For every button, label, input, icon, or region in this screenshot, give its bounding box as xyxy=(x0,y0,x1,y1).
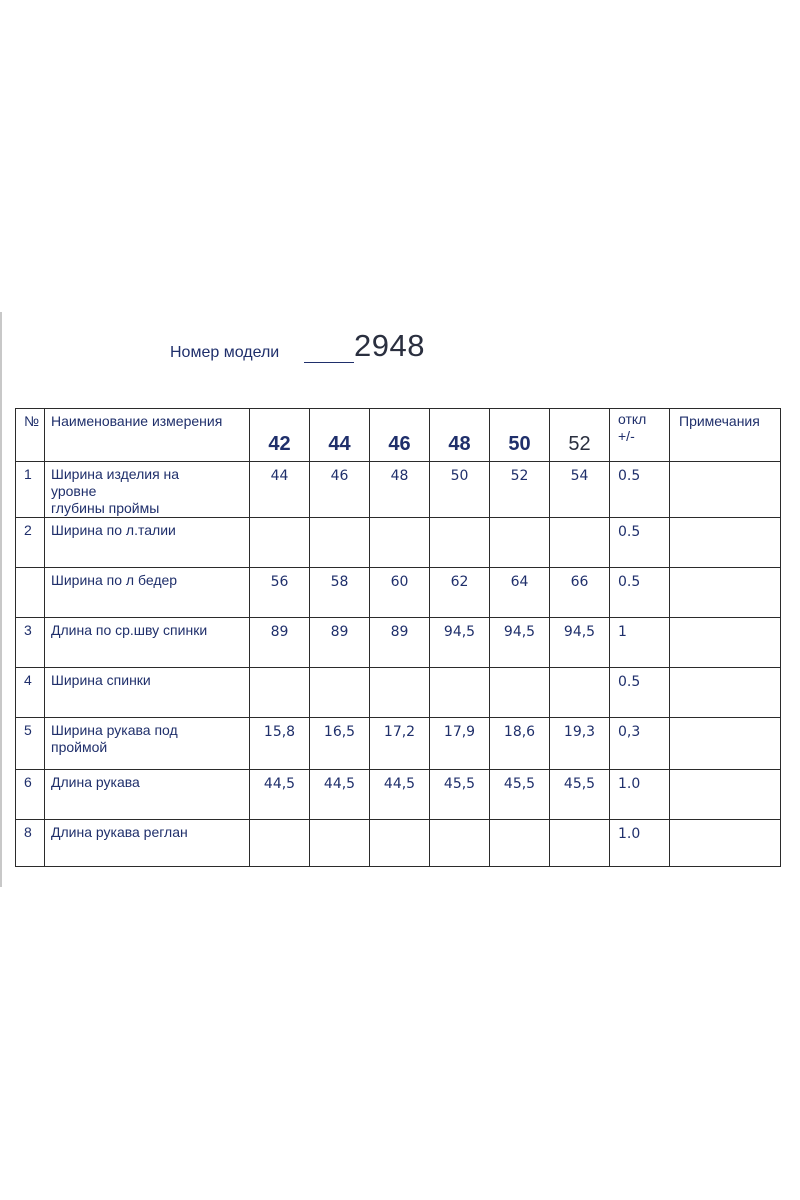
row-value xyxy=(310,820,370,867)
row-tolerance: 0.5 xyxy=(610,668,670,718)
row-value: 94,5 xyxy=(430,618,490,668)
header-size-44 xyxy=(310,409,370,462)
size-label: 48 xyxy=(448,433,471,455)
model-number-label: Номер модели xyxy=(170,344,280,361)
row-tolerance: 1 xyxy=(610,618,670,668)
table-row xyxy=(16,518,781,568)
header-measurement-name: Наименование измерения xyxy=(45,409,250,462)
row-value xyxy=(430,518,490,568)
row-value: 44,5 xyxy=(250,770,310,820)
row-tolerance: 1.0 xyxy=(610,770,670,820)
row-value: 89 xyxy=(370,618,430,668)
row-value: 16,5 xyxy=(310,718,370,770)
size-label: 44 xyxy=(328,433,351,455)
header-size-50 xyxy=(490,409,550,462)
row-number: 8 xyxy=(16,820,45,867)
row-value: 66 xyxy=(550,568,610,618)
row-number: 1 xyxy=(16,462,45,518)
row-value: 94,5 xyxy=(490,618,550,668)
model-number-value: 2948 xyxy=(354,328,425,363)
row-value xyxy=(370,518,430,568)
row-number: 3 xyxy=(16,618,45,668)
row-value xyxy=(430,668,490,718)
row-number: 6 xyxy=(16,770,45,820)
row-number: 5 xyxy=(16,718,45,770)
row-value xyxy=(370,820,430,867)
row-value xyxy=(250,668,310,718)
row-value xyxy=(490,668,550,718)
row-tolerance: 0.5 xyxy=(610,518,670,568)
page-edge-line xyxy=(0,312,2,887)
row-value: 58 xyxy=(310,568,370,618)
header-notes: Примечания xyxy=(670,409,781,462)
row-name xyxy=(45,770,250,820)
size-label: 50 xyxy=(508,433,531,455)
row-value: 44,5 xyxy=(310,770,370,820)
row-value: 44 xyxy=(250,462,310,518)
row-value: 46 xyxy=(310,462,370,518)
row-value: 48 xyxy=(370,462,430,518)
row-value: 17,9 xyxy=(430,718,490,770)
header-tolerance xyxy=(610,409,670,462)
row-notes xyxy=(670,568,781,618)
row-name xyxy=(45,618,250,668)
row-name-line: Длина рукава xyxy=(51,774,140,790)
row-name xyxy=(45,668,250,718)
row-name xyxy=(45,820,250,867)
row-name xyxy=(45,568,250,618)
row-name xyxy=(45,518,250,568)
row-value: 50 xyxy=(430,462,490,518)
row-name xyxy=(45,718,250,770)
row-number: 4 xyxy=(16,668,45,718)
table-row xyxy=(16,568,781,618)
row-value: 94,5 xyxy=(550,618,610,668)
header-size-52 xyxy=(550,409,610,462)
row-tolerance: 1.0 xyxy=(610,820,670,867)
row-name-line: уровне xyxy=(51,483,97,499)
row-value: 44,5 xyxy=(370,770,430,820)
measurement-table xyxy=(15,408,781,867)
row-value xyxy=(430,820,490,867)
row-notes xyxy=(670,462,781,518)
row-value xyxy=(310,518,370,568)
tolerance-sign: +/- xyxy=(618,428,635,444)
row-value xyxy=(490,518,550,568)
header-size-42 xyxy=(250,409,310,462)
row-value: 18,6 xyxy=(490,718,550,770)
size-label: 42 xyxy=(268,433,291,455)
header-number: № xyxy=(16,409,45,462)
header-size-46 xyxy=(370,409,430,462)
row-name-line: проймой xyxy=(51,739,108,755)
row-notes xyxy=(670,668,781,718)
row-value xyxy=(550,518,610,568)
row-value xyxy=(310,668,370,718)
row-name-line: Ширина спинки xyxy=(51,672,151,688)
row-name-line: Ширина изделия на xyxy=(51,466,180,482)
row-notes xyxy=(670,718,781,770)
row-name-line: Длина по ср.шву спинки xyxy=(51,622,208,638)
row-number xyxy=(16,568,45,618)
table-header-row xyxy=(16,409,781,462)
row-notes xyxy=(670,518,781,568)
table-row xyxy=(16,618,781,668)
row-value xyxy=(490,820,550,867)
row-tolerance: 0,3 xyxy=(610,718,670,770)
row-notes xyxy=(670,820,781,867)
row-value xyxy=(550,820,610,867)
row-value: 52 xyxy=(490,462,550,518)
row-value: 64 xyxy=(490,568,550,618)
row-tolerance: 0.5 xyxy=(610,568,670,618)
row-name-line: Ширина рукава под xyxy=(51,722,178,738)
row-value: 45,5 xyxy=(490,770,550,820)
table-row xyxy=(16,718,781,770)
row-value xyxy=(550,668,610,718)
row-value: 62 xyxy=(430,568,490,618)
row-value: 89 xyxy=(310,618,370,668)
table-row xyxy=(16,770,781,820)
row-value: 60 xyxy=(370,568,430,618)
row-value: 15,8 xyxy=(250,718,310,770)
row-value xyxy=(250,820,310,867)
row-value: 45,5 xyxy=(430,770,490,820)
size-label: 46 xyxy=(388,433,411,455)
model-number-underline xyxy=(304,362,354,363)
tolerance-label: откл xyxy=(618,411,647,427)
row-value: 45,5 xyxy=(550,770,610,820)
table-row xyxy=(16,668,781,718)
row-notes xyxy=(670,770,781,820)
row-value: 56 xyxy=(250,568,310,618)
row-name-line: глубины проймы xyxy=(51,500,160,516)
table-row xyxy=(16,462,781,518)
row-value xyxy=(370,668,430,718)
row-value: 17,2 xyxy=(370,718,430,770)
row-name xyxy=(45,462,250,518)
size-label: 52 xyxy=(568,433,591,455)
row-number: 2 xyxy=(16,518,45,568)
header-size-48 xyxy=(430,409,490,462)
row-value xyxy=(250,518,310,568)
row-value: 54 xyxy=(550,462,610,518)
row-value: 89 xyxy=(250,618,310,668)
table-row xyxy=(16,820,781,867)
row-name-line: Длина рукава реглан xyxy=(51,824,188,840)
row-value: 19,3 xyxy=(550,718,610,770)
row-tolerance: 0.5 xyxy=(610,462,670,518)
row-name-line: Ширина по л.талии xyxy=(51,522,176,538)
row-notes xyxy=(670,618,781,668)
row-name-line: Ширина по л бедер xyxy=(51,572,178,588)
